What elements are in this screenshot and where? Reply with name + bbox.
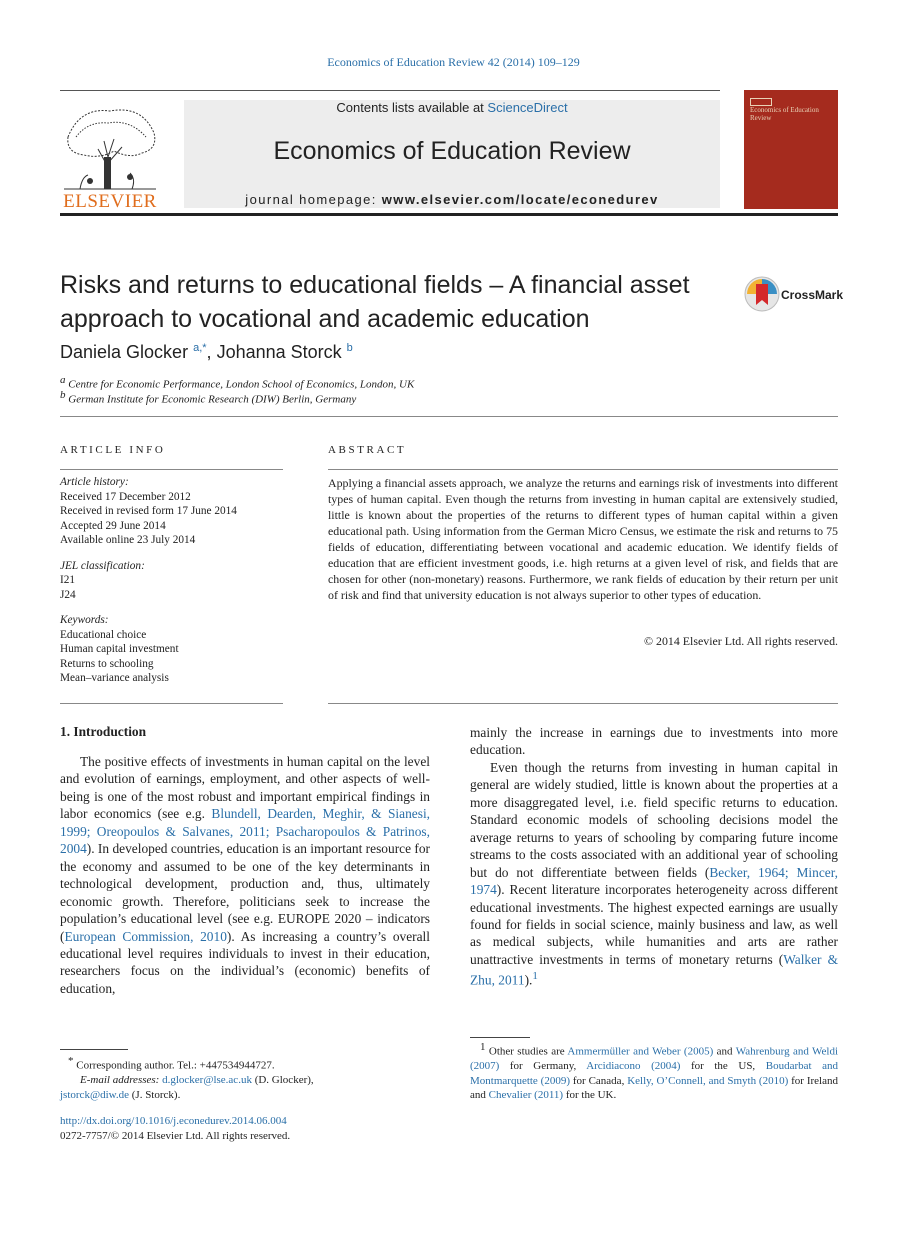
journal-citation[interactable]: Economics of Education Review 42 (2014) 109–129 <box>327 55 580 69</box>
journal-homepage <box>184 192 720 207</box>
keywords-label: Keywords: <box>60 614 109 626</box>
author-storck: Johanna Storck <box>216 342 342 362</box>
citation-link[interactable]: Becker, 1964; Mincer, 1974 <box>470 864 839 898</box>
article-title: Risks and returns to educational fields – A financial asset approach to vocational and academic education <box>60 271 690 333</box>
affiliation-b <box>60 389 356 406</box>
email-owner: (J. Storck). <box>129 1088 181 1101</box>
email-owner: (D. Glocker), <box>251 1074 314 1087</box>
footnote-mark: 1 <box>480 1041 486 1053</box>
footnote-1 <box>470 1040 838 1103</box>
text-run: for Germany, <box>499 1060 587 1073</box>
text-run: for the UK. <box>563 1089 617 1102</box>
crossmark-icon <box>744 276 780 312</box>
text-run: The positive effects of investments in human capital on the level and evolution of earnings, employment, and other aspects of well-being is one of the most robust and important empirical findings in labor economics (see e.g. <box>60 754 430 822</box>
contents-line <box>184 100 720 115</box>
affiliation-a-text: Centre for Economic Performance, London School of Economics, London, UK <box>68 378 415 391</box>
text-run: for Ireland and <box>470 1074 838 1102</box>
sciencedirect-link[interactable]: ScienceDirect <box>487 100 568 115</box>
abstract-text: Applying a financial assets approach, we analyze the returns and earnings risk of investments into different types of human capital. Even though the returns from investing in human capital are extensively studied, little is known about the properties of the returns to different types of human capital within a given educational path. Using information from the German Micro Census, we estimate the risk and returns to 75 fields of education, differentiating between vocational and academic education. We identify fields of education that are efficient investment goods, i.e. high returns at a given level of risk, and fields that are chosen for other (non-monetary) reasons. Furthermore, we rank fields of education by their return per unit of risk and find that university education is not always superior to other types of education. <box>328 476 838 602</box>
contents-prefix: Contents lists available at <box>336 100 488 115</box>
paragraph <box>60 753 430 997</box>
journal-cover[interactable] <box>744 90 838 209</box>
corr-text: Corresponding author. Tel.: +447534944727. <box>76 1059 275 1072</box>
keyword: Returns to schooling <box>60 657 154 670</box>
citation-link[interactable]: Walker & Zhu, 2011 <box>470 951 838 988</box>
homepage-prefix: journal homepage: <box>245 192 382 207</box>
accepted-date: Accepted 29 June 2014 <box>60 519 166 532</box>
paragraph-continuation: mainly the increase in earnings due to investments into more education. <box>470 725 838 758</box>
citation-link[interactable]: Ammermüller and Weber (2005) <box>567 1045 714 1058</box>
text-run: for the US, <box>680 1060 766 1073</box>
keyword: Mean–variance analysis <box>60 672 169 684</box>
publisher-name: ELSEVIER <box>63 191 157 212</box>
email-glocker-link[interactable]: d.glocker@lse.ac.uk <box>162 1074 252 1087</box>
online-date: Available online 23 July 2014 <box>60 534 196 546</box>
homepage-url[interactable]: www.elsevier.com/locate/econedurev <box>381 192 659 207</box>
citation-link[interactable]: Kelly, O’Connell, and Smyth (2010) <box>627 1074 789 1087</box>
corr-mark: * <box>68 1055 74 1067</box>
text-run: ). Recent literature incorporates heterogeneity across different educational investments. The highest expected earnings are usually found for fields in social science, mainly business and law, as well as medical subjects, while humanities and arts are rather unattractive investments in terms of monetary returns ( <box>470 882 838 967</box>
text-run: ). As increasing a country’s overall educational level requires individuals to invest in their education, researchers focus on the individual’s (economic) benefits of education, <box>60 928 431 996</box>
footnote-rule <box>470 1037 530 1038</box>
abstract-heading: ABSTRACT <box>328 444 407 456</box>
received-date: Received 17 December 2012 <box>60 490 191 503</box>
revised-date: Received in revised form 17 June 2014 <box>60 505 237 517</box>
divider <box>60 416 838 417</box>
paragraph <box>470 759 838 989</box>
jel-code: J24 <box>60 588 76 601</box>
citation-link[interactable]: Wahrenburg and Weldi (2007) <box>470 1045 838 1073</box>
email-label: E-mail addresses: <box>80 1074 160 1087</box>
crossmark-label[interactable]: CrossMark <box>781 288 844 302</box>
jel-code: I21 <box>60 574 76 586</box>
author-glocker-affil[interactable]: a,* <box>193 342 207 354</box>
doi-block <box>60 1114 290 1143</box>
journal-name[interactable]: Economics of Education Review <box>273 137 631 165</box>
header-thick-rule <box>60 213 838 216</box>
abstract-rule <box>328 469 838 470</box>
article-info-heading: ARTICLE INFO <box>60 444 166 456</box>
body-column-left <box>60 753 430 997</box>
cover-title: Economics of Education Review <box>750 106 819 122</box>
header-rule <box>60 90 720 91</box>
corresponding-line <box>60 1054 430 1073</box>
text-run: for Canada, <box>570 1074 628 1087</box>
authors: Daniela Glocker $^{a,*}$, Johanna Storck $^b$ <box>60 342 353 362</box>
abstract-rule-bottom <box>328 703 838 704</box>
email-line-2 <box>60 1088 430 1103</box>
history-label: Article history: <box>60 476 129 488</box>
article-info-rule-bottom <box>60 703 283 704</box>
citation-link[interactable]: Chevalier (2011) <box>488 1089 564 1102</box>
footnote-ref[interactable]: 1 <box>532 970 538 983</box>
citation-link[interactable]: Blundell, Dearden, Meghir, & Sianesi, 1999; Oreopoulos & Salvanes, 2011; Psacharopoulos & Patrinos, 2004 <box>60 806 431 857</box>
jel-label: JEL classification: <box>60 559 145 572</box>
section-heading-introduction: 1. Introduction <box>60 724 147 739</box>
issn-copyright: 0272-7757/© 2014 Elsevier Ltd. All rights reserved. <box>60 1129 291 1142</box>
affiliation-b-text: German Institute for Economic Research (DIW) Berlin, Germany <box>68 393 357 406</box>
body-column-right <box>470 724 838 989</box>
article-info-rule <box>60 469 283 470</box>
corresponding-author-note <box>60 1054 430 1102</box>
text-run: ). In developed countries, education is an important resource for the economy and assumed to be one of the key determinants in technological development, production and, thus, ultimately economic growth. Therefore, politicians seek to increase the population’s educational level (see e.g. EUROPE 2020 – indicators ( <box>60 841 430 944</box>
affiliation-b-mark: b <box>60 389 66 401</box>
author-glocker: Daniela Glocker <box>60 342 189 362</box>
keyword: Educational choice <box>60 628 147 641</box>
citation-link[interactable]: Boudarbat and Montmarquette (2009) <box>470 1060 839 1087</box>
citation-link[interactable]: Arcidiacono (2004) <box>586 1060 681 1073</box>
doi-link[interactable]: http://dx.doi.org/10.1016/j.econedurev.2014.06.004 <box>60 1115 287 1127</box>
affiliation-a-mark: a <box>60 374 66 386</box>
email-storck-link[interactable]: jstorck@diw.de <box>60 1088 129 1101</box>
text-run: ). <box>524 972 533 988</box>
email-line <box>60 1073 430 1088</box>
article-info <box>60 475 283 686</box>
citation-link[interactable]: European Commission, 2010 <box>64 928 227 944</box>
text-run: Other studies are <box>488 1045 568 1058</box>
author-storck-affil[interactable]: b <box>346 342 353 354</box>
abstract-copyright: © 2014 Elsevier Ltd. All rights reserved. <box>644 634 838 648</box>
text-run: and <box>713 1045 736 1058</box>
footnote-rule <box>60 1049 128 1050</box>
cover-emblem <box>750 98 772 106</box>
keyword: Human capital investment <box>60 643 179 655</box>
text-run: Even though the returns from investing in human capital in general are widely studied, little is known about the properties at a more disaggregated level, i.e. field specific returns to education. Standard economic models of schooling decisions model the average returns to years of schooling by comparing future income streams to the costs associated with an additional year of schooling but do not differentiate between fields ( <box>470 759 838 880</box>
